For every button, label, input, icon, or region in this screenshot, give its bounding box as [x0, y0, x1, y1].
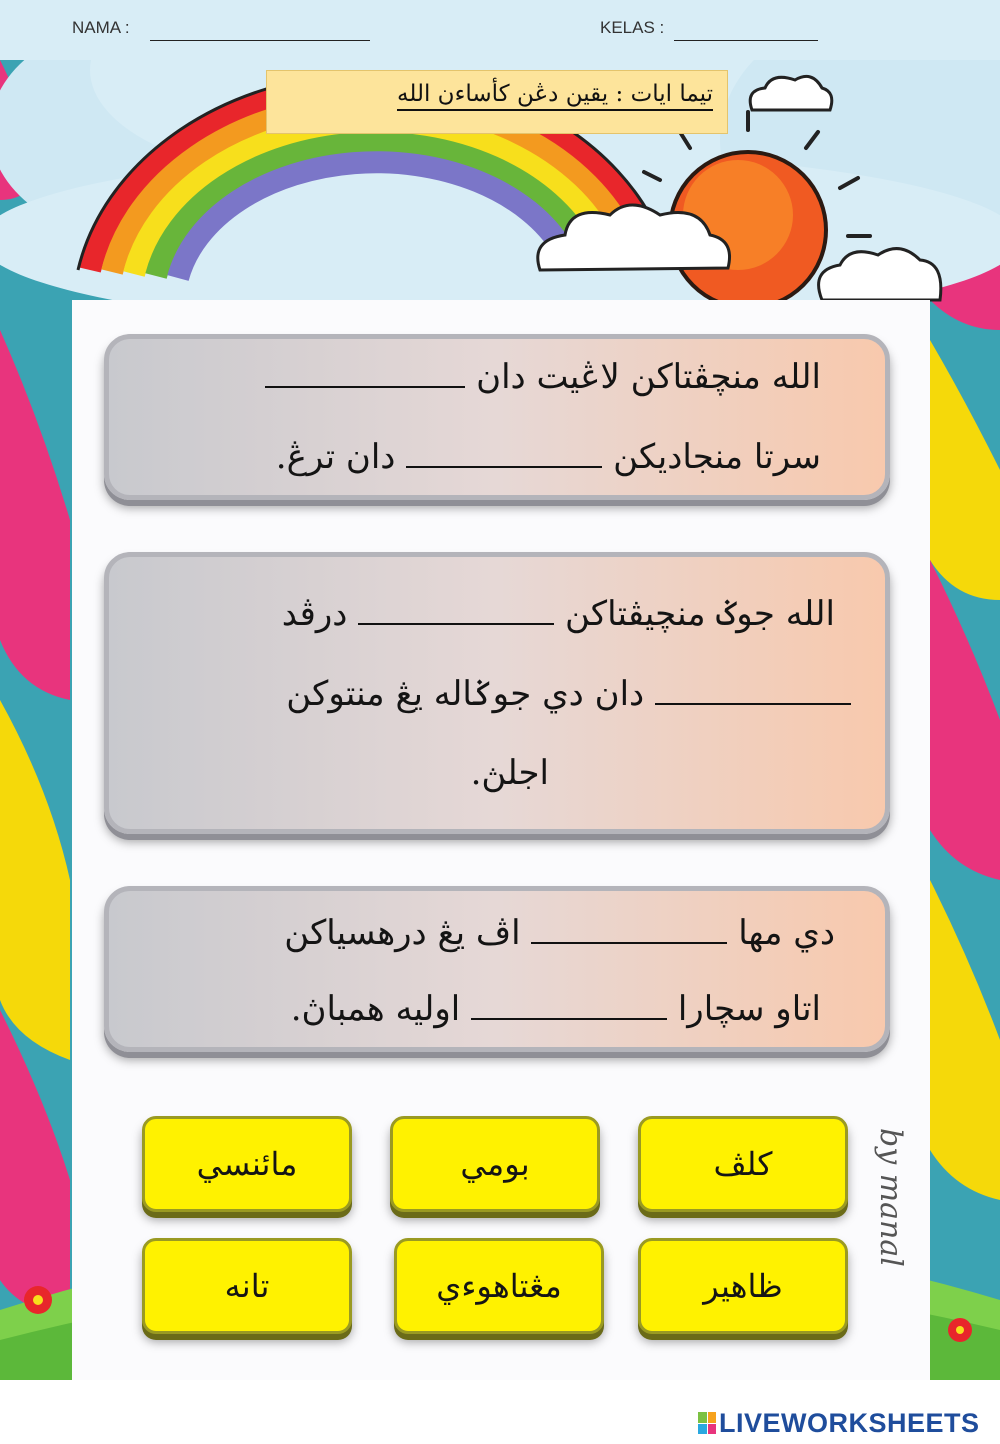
question-box-2	[104, 552, 890, 834]
class-label: KELAS :	[600, 18, 665, 37]
question-1-text-b: سرتا منجاديكن	[613, 437, 821, 477]
option-button-6[interactable]: تانه	[142, 1238, 352, 1334]
theme-box	[266, 70, 728, 134]
question-2-blank-2[interactable]	[655, 702, 851, 705]
author-signature: by manal	[873, 1128, 908, 1267]
question-3-blank-2[interactable]	[471, 1017, 667, 1020]
question-box-1	[104, 334, 890, 500]
name-label: NAMA :	[72, 18, 130, 37]
question-2-blank-1[interactable]	[358, 622, 554, 625]
question-2-line-2	[286, 673, 851, 714]
question-3-blank-1[interactable]	[531, 941, 727, 944]
question-3-text-a: دي مها	[738, 913, 835, 953]
question-3-text-b: اڤ يڠ درهسياكن	[284, 913, 521, 953]
question-3-line-2	[291, 989, 821, 1029]
question-1-line-1	[265, 357, 821, 397]
question-1-text-a: الله منچڤتاكن لاڠيت دان	[476, 357, 821, 397]
question-1-line-2	[276, 437, 821, 477]
question-2-text-a: الله جوݢ منچيڤتاكن	[565, 594, 835, 634]
class-field[interactable]	[674, 40, 818, 41]
option-button-4[interactable]: ظاهير	[638, 1238, 848, 1334]
question-2-line-1	[282, 593, 835, 634]
question-2-text-b: درڤد	[281, 594, 348, 634]
question-box-3	[104, 886, 890, 1052]
option-button-3[interactable]: مائنسي	[142, 1116, 352, 1212]
brand-name: LIVEWORKSHEETS	[719, 1407, 980, 1438]
question-3-line-1	[284, 913, 835, 953]
question-3-text-c: اتاو سچارا	[677, 989, 821, 1029]
option-button-5[interactable]: مڠتاهوءي	[394, 1238, 604, 1334]
question-2-line-3: اجلڽ.	[470, 753, 549, 793]
option-button-1[interactable]: كلڤ	[638, 1116, 848, 1212]
question-1-blank-1[interactable]	[265, 385, 465, 388]
option-button-2[interactable]: بومي	[390, 1116, 600, 1212]
name-field[interactable]	[150, 40, 370, 41]
question-2-text-c: دان دي جوݢاله يڠ منتوكن	[286, 674, 645, 714]
question-1-text-c: دان ترڠ.	[275, 437, 396, 477]
theme-title: تيما ايات : يقين دڠن كأساءن الله	[397, 81, 713, 111]
liveworksheets-logo	[698, 1408, 980, 1438]
question-1-blank-2[interactable]	[406, 465, 602, 468]
question-3-text-d: اوليه همباڽ.	[290, 989, 461, 1029]
brand-mark-icon	[698, 1412, 716, 1434]
